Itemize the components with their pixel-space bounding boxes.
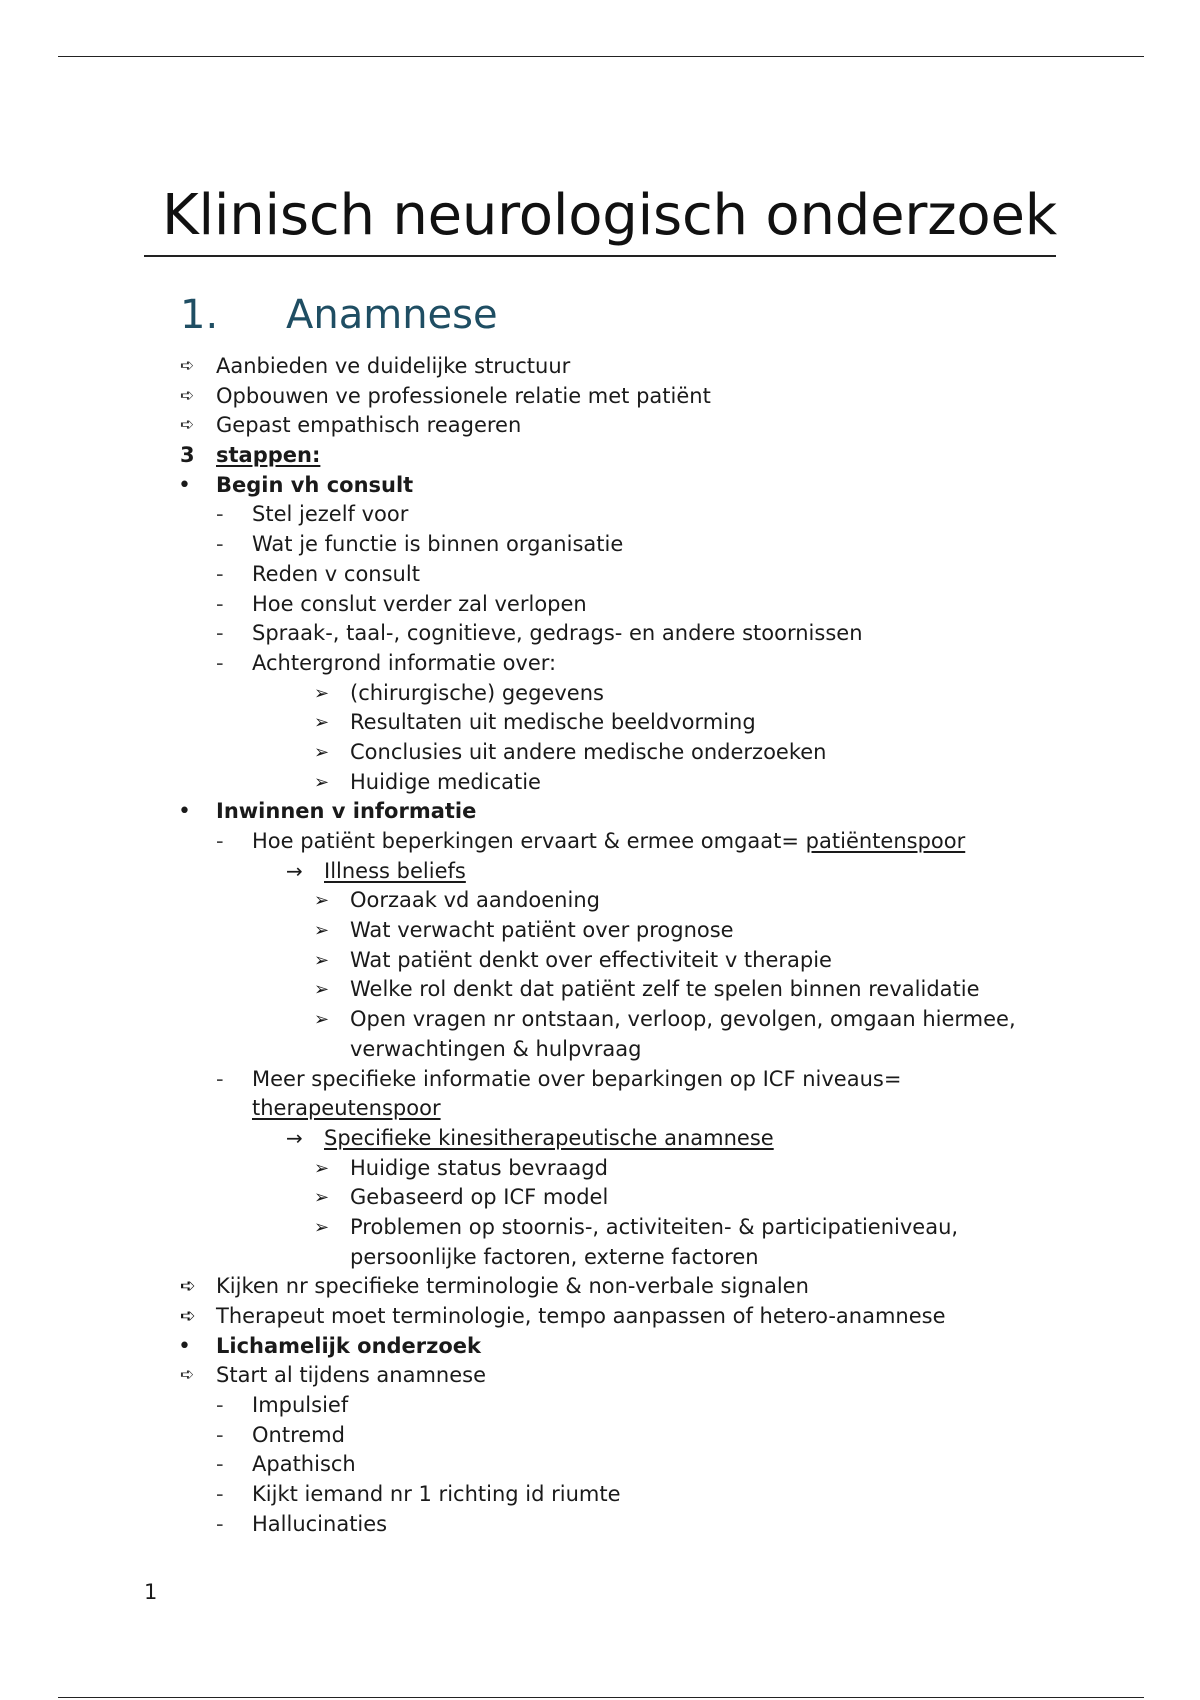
list-item bbox=[0, 1421, 1200, 1451]
list-marker: ➢ bbox=[314, 682, 330, 704]
list-item-text-main: Aanbieden ve duidelijke structuur bbox=[216, 354, 571, 378]
list-item bbox=[0, 1213, 1200, 1243]
list-item bbox=[0, 1272, 1200, 1302]
list-marker: - bbox=[216, 1482, 224, 1507]
footer-rule bbox=[58, 1697, 1144, 1698]
list-item-text bbox=[252, 530, 623, 560]
list-marker: 3 bbox=[180, 443, 195, 468]
list-item bbox=[0, 857, 1200, 887]
list-marker: • bbox=[178, 1333, 191, 1359]
list-item bbox=[0, 1332, 1200, 1362]
list-item bbox=[0, 1243, 1200, 1273]
section-title: Anamnese bbox=[286, 292, 498, 338]
list-item-text-main: Hoe conslut verder zal verlopen bbox=[252, 591, 587, 616]
list-item bbox=[0, 471, 1200, 501]
list-item-text bbox=[216, 352, 570, 382]
list-item-text-main: Apathisch bbox=[252, 1452, 356, 1477]
list-item-text-main: Conclusies uit andere medische onderzoeken bbox=[350, 739, 827, 764]
list-item-text bbox=[350, 1213, 958, 1243]
list-marker: → bbox=[286, 1125, 303, 1150]
list-item bbox=[0, 886, 1200, 916]
list-item-text bbox=[252, 590, 587, 620]
list-item bbox=[0, 1361, 1200, 1391]
list-item bbox=[0, 411, 1200, 441]
list-item bbox=[0, 1183, 1200, 1213]
list-item-text-main: Inwinnen v informatie bbox=[216, 799, 477, 824]
list-item-text-main: Start al tijdens anamnese bbox=[216, 1363, 487, 1388]
list-marker: - bbox=[216, 1511, 224, 1536]
list-item-text bbox=[216, 797, 476, 827]
list-item-text bbox=[350, 1035, 641, 1065]
list-item bbox=[0, 1450, 1200, 1480]
list-item bbox=[0, 1391, 1200, 1421]
list-item bbox=[0, 1154, 1200, 1184]
list-item-text-main: Huidige medicatie bbox=[350, 769, 541, 794]
list-item bbox=[0, 500, 1200, 530]
list-item bbox=[0, 441, 1200, 471]
list-item-text-main: Opbouwen ve professionele relatie met patiënt bbox=[216, 383, 711, 408]
list-item bbox=[0, 827, 1200, 857]
list-item-text bbox=[216, 411, 521, 441]
list-marker: ➪ bbox=[180, 356, 195, 376]
list-item-text bbox=[350, 708, 756, 738]
list-item-text-main: Spraak-, taal-, cognitieve, gedrags- en andere stoornissen bbox=[252, 621, 863, 646]
list-item-text-main: Meer specifieke informatie over beparkingen op ICF niveaus= bbox=[252, 1066, 902, 1091]
list-item bbox=[0, 1302, 1200, 1332]
list-item bbox=[0, 797, 1200, 827]
list-marker: ➪ bbox=[180, 415, 195, 436]
list-item-text bbox=[350, 916, 734, 946]
list-marker: ➪ bbox=[180, 385, 195, 406]
list-item-text-main: stappen: bbox=[216, 443, 321, 468]
list-item-text bbox=[216, 382, 711, 412]
list-item-text-main: Impulsief bbox=[252, 1393, 349, 1418]
list-item-text-main: Oorzaak vd aandoening bbox=[350, 888, 600, 913]
list-item-text bbox=[350, 1183, 608, 1213]
list-marker: ➢ bbox=[314, 741, 330, 763]
list-item bbox=[0, 768, 1200, 798]
list-marker: - bbox=[216, 1452, 224, 1477]
list-item-text-main: Reden v consult bbox=[252, 561, 420, 586]
list-item-text-underlined: Illness beliefs bbox=[324, 858, 466, 883]
document-title: Klinisch neurologisch onderzoek bbox=[162, 183, 1057, 248]
list-item-text-underlined: therapeutenspoor bbox=[252, 1096, 441, 1121]
list-item-text bbox=[252, 1065, 901, 1095]
title-underline bbox=[144, 255, 1056, 257]
section-heading bbox=[180, 290, 498, 340]
list-marker: - bbox=[216, 591, 224, 616]
list-item bbox=[0, 649, 1200, 679]
list-item bbox=[0, 738, 1200, 768]
list-item-text-main: Achtergrond informatie over: bbox=[252, 650, 557, 675]
list-item-text-main: Kijkt iemand nr 1 richting id riumte bbox=[252, 1482, 621, 1507]
list-marker: - bbox=[216, 1393, 224, 1418]
header-rule bbox=[58, 56, 1144, 57]
list-item-text bbox=[350, 679, 604, 709]
list-item-text-main: Ontremd bbox=[252, 1422, 345, 1447]
list-item bbox=[0, 352, 1200, 382]
list-item bbox=[0, 530, 1200, 560]
list-item bbox=[0, 1124, 1200, 1154]
list-item-text bbox=[252, 649, 556, 679]
list-marker: ➢ bbox=[314, 949, 330, 971]
list-item-text bbox=[252, 1480, 621, 1510]
list-item-text bbox=[252, 560, 420, 590]
list-item bbox=[0, 382, 1200, 412]
list-item bbox=[0, 916, 1200, 946]
list-item-text-main: Gebaseerd op ICF model bbox=[350, 1185, 609, 1210]
list-item-text bbox=[252, 1510, 387, 1540]
list-item bbox=[0, 975, 1200, 1005]
list-item-text-main: Lichamelijk onderzoek bbox=[216, 1333, 482, 1358]
list-item-text-main: Begin vh consult bbox=[216, 472, 414, 497]
document-body bbox=[0, 352, 1200, 1540]
list-marker: ➢ bbox=[314, 1009, 330, 1031]
list-item-text-main: Problemen op stoornis-, activiteiten- & participatieniveau, bbox=[350, 1214, 959, 1239]
list-item bbox=[0, 1094, 1200, 1124]
list-marker: ➪ bbox=[180, 1365, 195, 1386]
list-item bbox=[0, 1510, 1200, 1540]
list-item-text-main: verwachtingen & hulpvraag bbox=[350, 1036, 642, 1061]
section-number: 1. bbox=[180, 292, 219, 338]
list-marker: ➢ bbox=[314, 1157, 330, 1179]
list-item-text bbox=[216, 1361, 486, 1391]
list-item-text bbox=[252, 500, 408, 530]
list-item bbox=[0, 1005, 1200, 1035]
list-marker: ➢ bbox=[314, 771, 330, 793]
page-number: 1 bbox=[144, 1580, 158, 1604]
list-item-text-main: Resultaten uit medische beeldvorming bbox=[350, 710, 756, 735]
list-marker: - bbox=[216, 561, 224, 586]
list-marker: ➪ bbox=[180, 1275, 196, 1298]
list-item-text-main: Open vragen nr ontstaan, verloop, gevolgen, omgaan hiermee, bbox=[350, 1007, 1016, 1032]
list-item-text bbox=[350, 886, 600, 916]
list-item bbox=[0, 590, 1200, 620]
list-item bbox=[0, 619, 1200, 649]
list-marker: ➢ bbox=[314, 712, 330, 734]
list-item-text bbox=[252, 1450, 356, 1480]
list-item-text bbox=[350, 1243, 759, 1273]
list-marker: - bbox=[216, 650, 224, 675]
list-item-text bbox=[252, 1391, 348, 1421]
list-item-text-main: Huidige status bevraagd bbox=[350, 1155, 608, 1180]
list-marker: ➪ bbox=[180, 1305, 196, 1327]
list-item-text-main: Stel jezelf voor bbox=[252, 502, 409, 527]
list-item bbox=[0, 1035, 1200, 1065]
list-marker: ➢ bbox=[314, 979, 330, 1001]
list-item bbox=[0, 946, 1200, 976]
list-item-text bbox=[350, 1154, 608, 1184]
list-item-text-main: Therapeut moet terminologie, tempo aanpassen of hetero-anamnese bbox=[216, 1304, 946, 1328]
list-item-text bbox=[350, 768, 541, 798]
list-item-text bbox=[216, 1332, 481, 1362]
list-item-text bbox=[350, 946, 832, 976]
list-item-text-main: Hoe patiënt beperkingen ervaart & ermee omgaat= bbox=[252, 829, 806, 853]
list-item bbox=[0, 679, 1200, 709]
list-item-text-main: Welke rol denkt dat patiënt zelf te spelen binnen revalidatie bbox=[350, 977, 980, 1002]
list-item bbox=[0, 560, 1200, 590]
list-item-text-main: Wat verwacht patiënt over prognose bbox=[350, 918, 734, 943]
list-marker: • bbox=[178, 472, 191, 498]
list-item bbox=[0, 1065, 1200, 1095]
list-item-text bbox=[350, 1005, 1016, 1035]
list-item-text bbox=[252, 1421, 345, 1451]
list-item-text-main: (chirurgische) gegevens bbox=[350, 680, 604, 705]
list-marker: - bbox=[216, 502, 224, 527]
list-item-text bbox=[216, 471, 413, 501]
list-item bbox=[0, 1480, 1200, 1510]
list-marker: • bbox=[178, 799, 191, 825]
list-item-text bbox=[216, 441, 320, 471]
list-marker: ➢ bbox=[314, 1187, 330, 1209]
list-marker: - bbox=[216, 829, 224, 853]
list-item-text bbox=[252, 619, 863, 649]
list-item-text bbox=[350, 975, 980, 1005]
list-item-text-main: Kijken nr specifieke terminologie & non-verbale signalen bbox=[216, 1274, 809, 1299]
list-item-text bbox=[350, 738, 826, 768]
list-marker: - bbox=[216, 1066, 224, 1091]
list-marker: - bbox=[216, 621, 224, 646]
list-item-text-main: Wat patiënt denkt over effectiviteit v therapie bbox=[350, 947, 832, 972]
list-item-text bbox=[324, 857, 466, 887]
list-item-text-underlined: Specifieke kinesitherapeutische anamnese bbox=[324, 1125, 774, 1150]
list-item-text-main: Gepast empathisch reageren bbox=[216, 413, 522, 438]
list-item-text-main: Hallucinaties bbox=[252, 1511, 388, 1536]
list-item-text bbox=[252, 827, 965, 857]
list-item-text bbox=[216, 1302, 946, 1332]
list-item-text bbox=[216, 1272, 809, 1302]
list-marker: ➢ bbox=[314, 890, 330, 912]
list-item-text-underlined: patiëntenspoor bbox=[805, 829, 966, 853]
list-item-text-main: persoonlijke factoren, externe factoren bbox=[350, 1244, 759, 1269]
list-item-text bbox=[252, 1094, 441, 1124]
list-marker: ➢ bbox=[314, 920, 330, 942]
list-marker: → bbox=[286, 858, 303, 883]
list-marker: ➢ bbox=[314, 1216, 330, 1238]
list-item-text bbox=[324, 1124, 774, 1154]
list-marker: - bbox=[216, 532, 224, 557]
list-item bbox=[0, 708, 1200, 738]
list-marker: - bbox=[216, 1422, 224, 1447]
list-item-text-main: Wat je functie is binnen organisatie bbox=[252, 532, 624, 557]
